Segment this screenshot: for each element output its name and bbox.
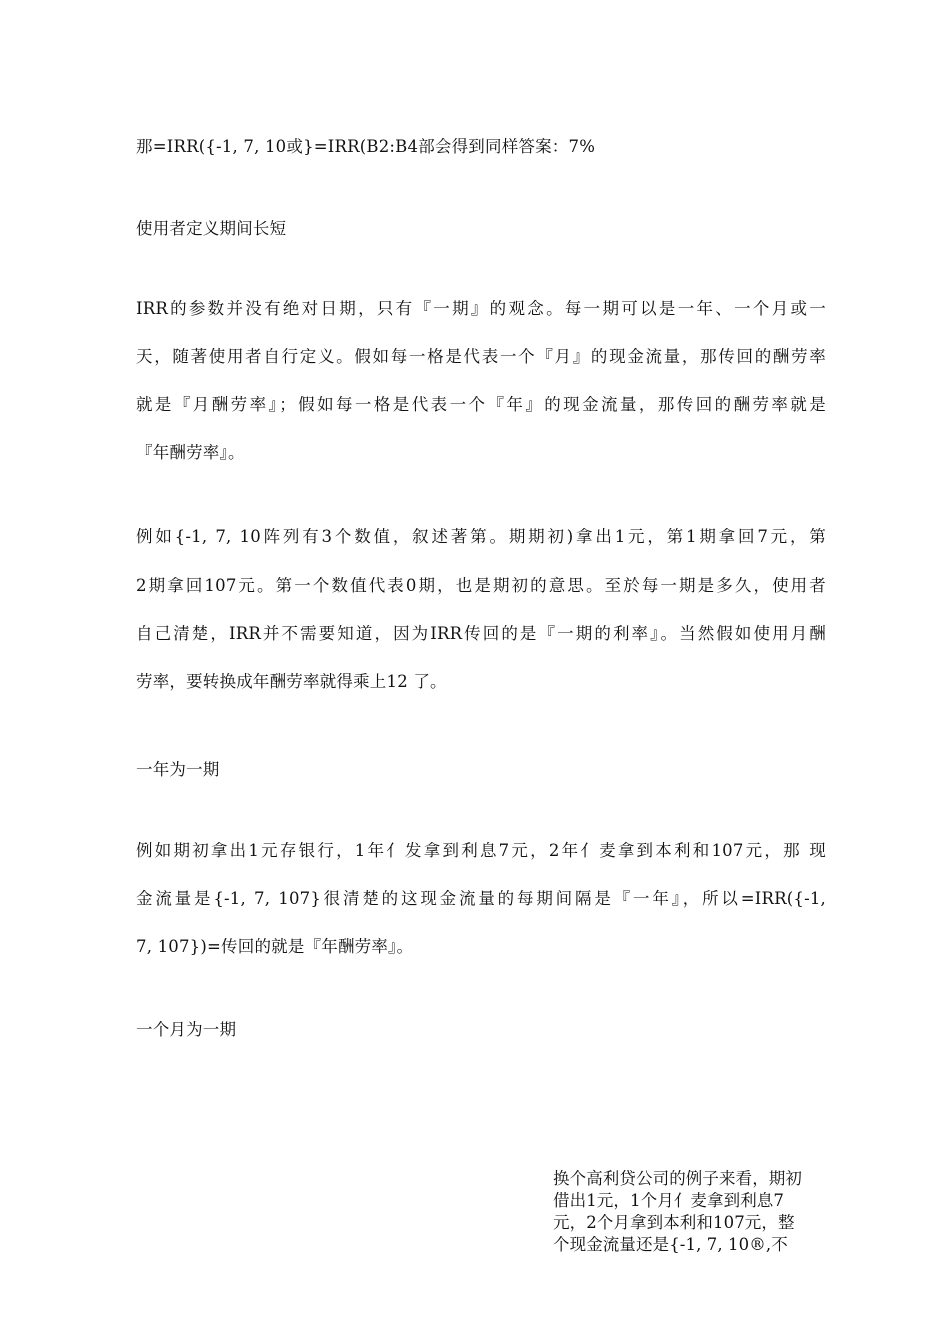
paragraph-line: 『年酬劳率』。 (136, 443, 245, 462)
paragraph-line: 2期拿回107元。第一个数值代表0期，也是期初的意思。至於每一期是多久，使用者 (136, 576, 826, 595)
section-heading-one-month: 一个月为一期 (136, 1020, 237, 1039)
paragraph-line: 金流量是{-1, 7, 107}很清楚的这现金流量的每期间隔是『一年』，所以=IRR({-1, (136, 889, 826, 908)
section-heading-one-year: 一年为一期 (136, 760, 220, 779)
formula-line: 那=IRR({-1, 7, 10或}=IRR(B2:B4部会得到同样答案：7% (136, 137, 596, 156)
side-text-line: 个现金流量还是{-1, 7, 10®,不 (553, 1235, 788, 1254)
paragraph-line: 例如{-1, 7, 10阵列有3个数值，叙述著第。期期初)拿出1元，第1期拿回7元，第 (136, 527, 826, 546)
paragraph-line: 例如期初拿出1元存银行，1年亻发拿到利息7元，2年亻麦拿到本利和107元，那 现 (136, 841, 826, 860)
side-text-line: 元，2个月拿到本利和107元，整 (553, 1213, 795, 1232)
side-text-line: 换个高利贷公司的例子来看，期初 (553, 1169, 802, 1188)
paragraph-line: 天，随著使用者自行定义。假如每一格是代表一个『月』的现金流量，那传回的酬劳率 (136, 347, 826, 366)
paragraph-line: 7, 107})=传回的就是『年酬劳率』。 (136, 937, 414, 956)
paragraph-line: 劳率，要转换成年酬劳率就得乘上12 了。 (136, 672, 447, 691)
section-heading-period-length: 使用者定义期间长短 (136, 219, 287, 238)
side-text-line: 借出1元，1个月亻麦拿到利息7 (553, 1191, 784, 1210)
paragraph-line: 自己清楚，IRR并不需要知道，因为IRR传回的是『一期的利率』。当然假如使用月酬 (136, 624, 826, 643)
paragraph-line: IRR的参数并没有绝对日期，只有『一期』的观念。每一期可以是一年、一个月或一 (136, 299, 826, 318)
paragraph-line: 就是『月酬劳率』；假如每一格是代表一个『年』的现金流量，那传回的酬劳率就是 (136, 395, 826, 414)
